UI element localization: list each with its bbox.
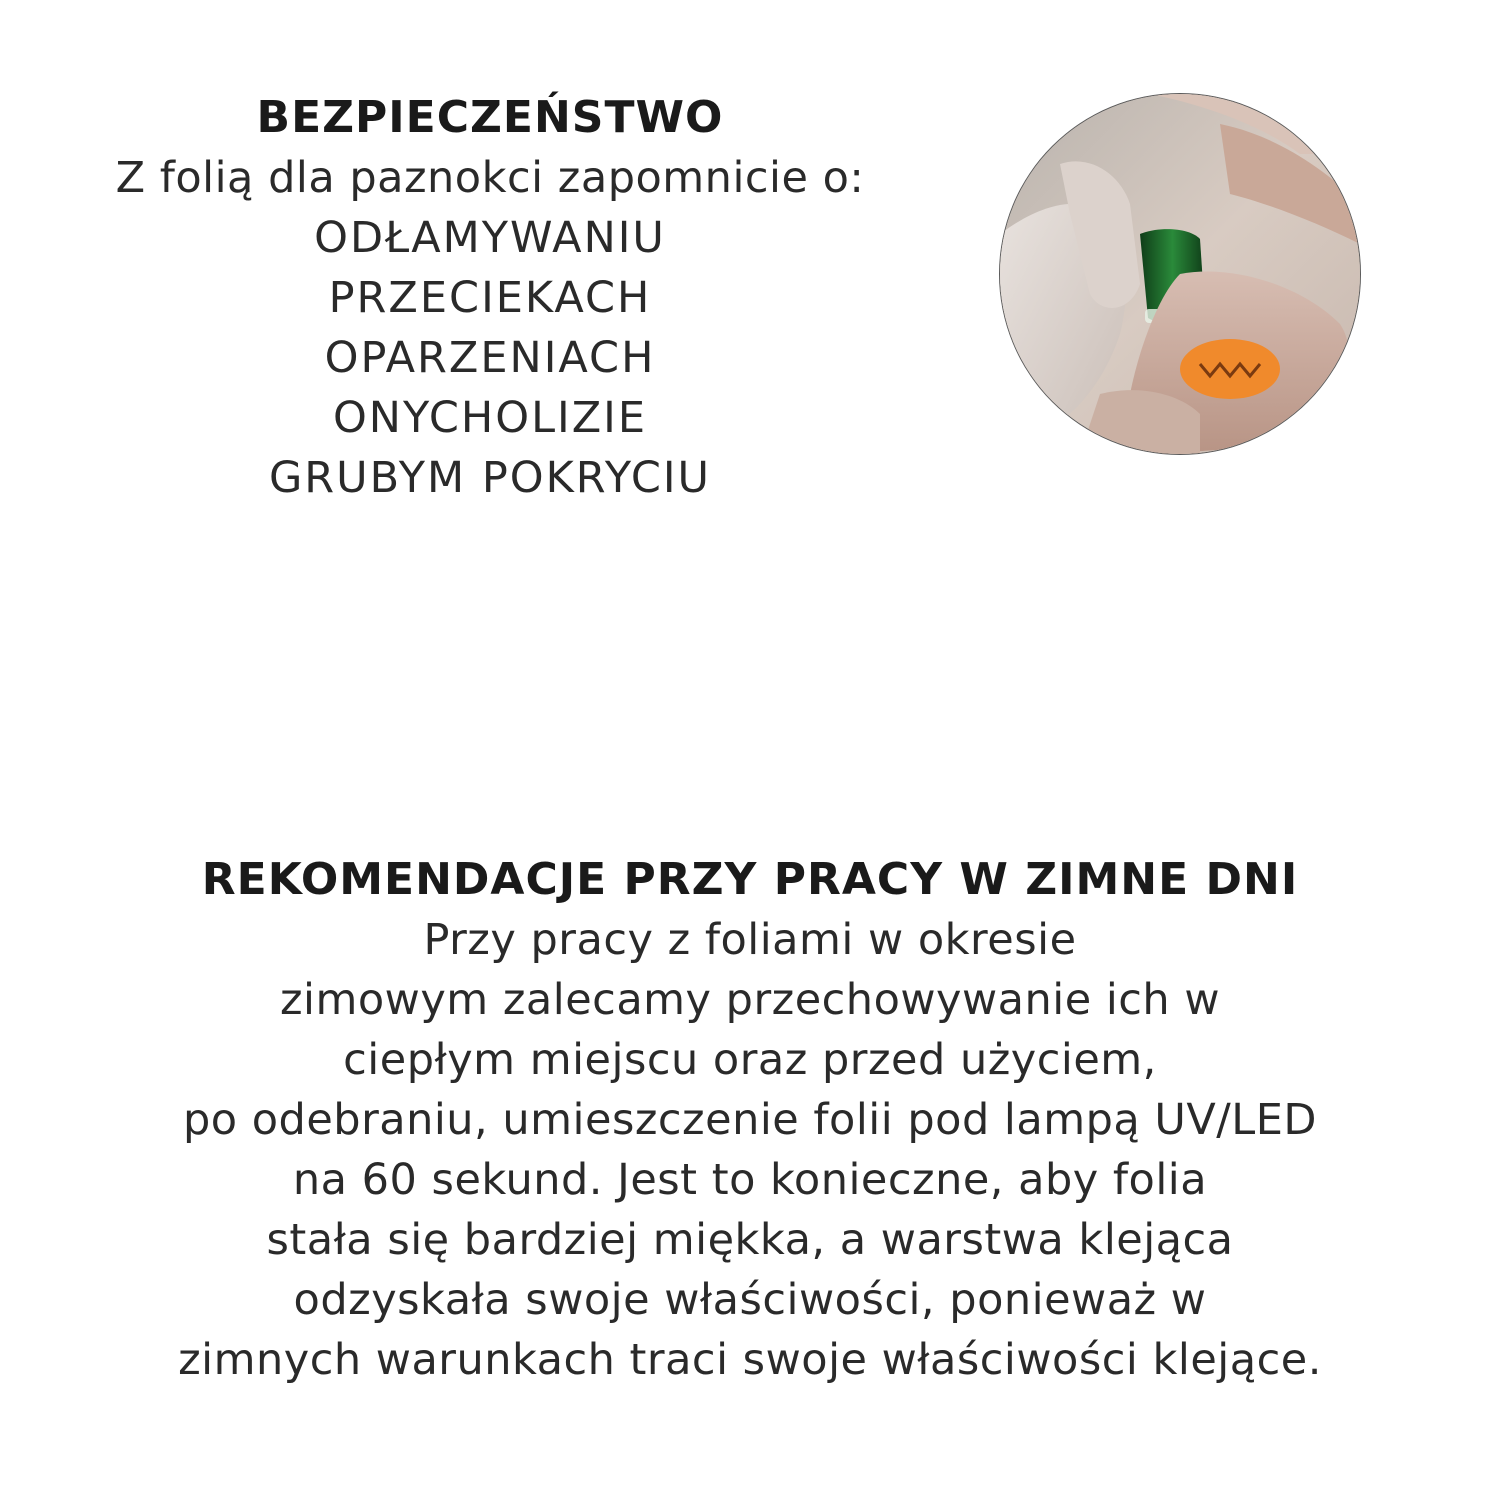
recommendation-line: zimowym zalecamy przechowywanie ich w xyxy=(279,975,1221,1025)
safety-item: ONYCHOLIZIE xyxy=(332,393,648,443)
recommendation-line: zimnych warunkach traci swoje właściwości klejące. xyxy=(178,1335,1322,1385)
safety-item: GRUBYM POKRYCIU xyxy=(268,453,712,503)
recommendations-section xyxy=(40,850,1460,1390)
recommendation-line: odzyskała swoje właściwości, ponieważ w xyxy=(293,1275,1207,1325)
safety-section xyxy=(40,88,940,508)
recommendations-title: REKOMENDACJE PRZY PRACY W ZIMNE DNI xyxy=(201,854,1299,905)
recommendation-line: ciepłym miejscu oraz przed użyciem, xyxy=(343,1035,1157,1085)
nail-foil-photo-illustration xyxy=(1000,94,1360,454)
recommendation-line: stała się bardziej miękka, a warstwa klejąca xyxy=(266,1215,1234,1265)
safety-title: BEZPIECZEŃSTWO xyxy=(256,92,724,143)
safety-intro: Z folią dla paznokci zapomnicie o: xyxy=(115,153,865,203)
safety-list xyxy=(40,208,940,508)
nail-foil-photo xyxy=(1000,94,1360,454)
recommendation-line: Przy pracy z foliami w okresie xyxy=(423,915,1077,965)
safety-item: PRZECIEKACH xyxy=(328,273,652,323)
recommendation-line: po odebraniu, umieszczenie folii pod lampą UV/LED xyxy=(182,1095,1318,1145)
recommendation-line: na 60 sekund. Jest to konieczne, aby folia xyxy=(292,1155,1208,1205)
safety-item: OPARZENIACH xyxy=(324,333,656,383)
safety-item: ODŁAMYWANIU xyxy=(314,213,666,263)
